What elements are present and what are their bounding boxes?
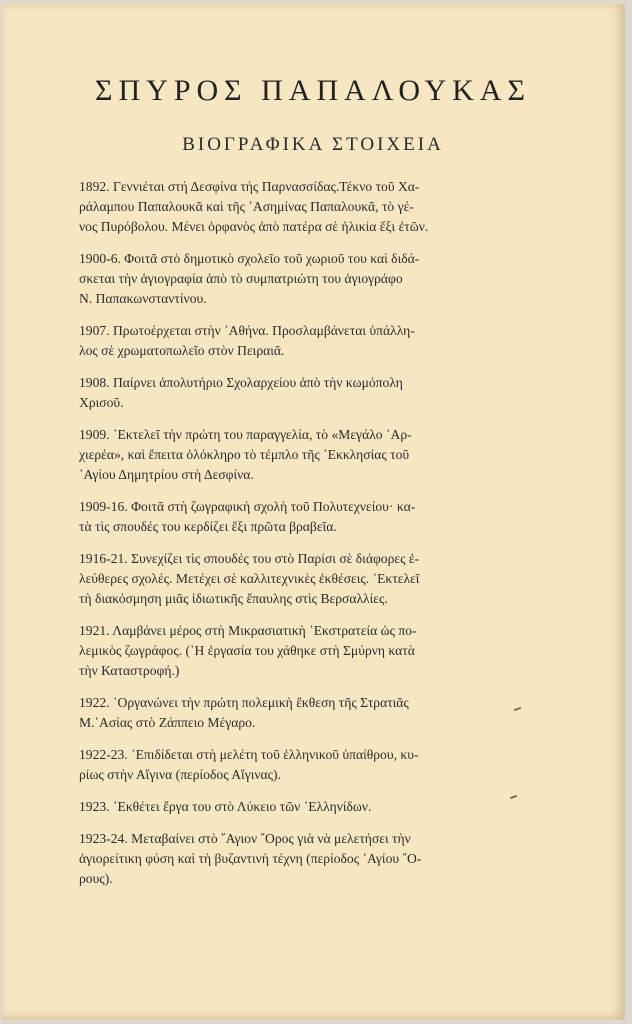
entry-1908 (79, 373, 489, 413)
entry-1922-23 (79, 745, 489, 785)
entry-1909 (79, 425, 489, 485)
entry-1923 (79, 797, 489, 817)
entry-line: 1908. Παίρνει ἀπολυτήριο Σχολαρχείου ἀπὸ τὴν κωμόπολη (79, 375, 403, 390)
entry-line: Χρισοῦ. (79, 395, 124, 410)
entry-line: 1900-6. Φοιτᾶ στὸ δημοτικὸ σχολεῖο τοῦ χωριοῦ του καὶ διδά- (79, 251, 420, 266)
entry-line: 1909. ᾿Εκτελεῖ τὴν πρώτη του παραγγελία, τὸ «Μεγάλο ᾿Αρ- (79, 427, 412, 442)
entry-1892 (79, 177, 489, 237)
entry-line: ρους). (79, 871, 113, 886)
entry-line: σκεται τὴν ἁγιογραφία ἀπὸ τὸ συμπατριώτη του ἁγιογράφο (79, 271, 403, 286)
entry-line: ράλαμπου Παπαλουκᾶ καὶ τῆς ᾿Ασημίνας Παπαλουκᾶ, τὸ γέ- (79, 199, 414, 214)
page-subtitle: ΒΙΟΓΡΑΦΙΚΑ ΣΤΟΙΧΕΙΑ (182, 134, 444, 155)
entry-line: 1923. ᾿Εκθέτει ἔργα του στὸ Λύκειο τῶν ῾Ελληνίδων. (79, 799, 372, 814)
entry-1922 (79, 693, 489, 733)
entry-1907 (79, 321, 489, 361)
entry-line: 1921. Λαμβάνει μέρος στὴ Μικρασιατικὴ ᾿Εκστρατεία ὡς πο- (79, 623, 417, 638)
entry-line: λεμικὸς ζωγράφος. (῾Η ἐργασία του χάθηκε στὴ Σμύρνη κατὰ (79, 643, 415, 658)
entry-line: νος Πυρόβολου. Μένει ὀρφανὸς ἀπὸ πατέρα σὲ ἡλικία ἕξι ἐτῶν. (79, 219, 429, 234)
entry-1916-21 (79, 549, 489, 609)
ink-mark (510, 795, 517, 799)
entry-1909-16 (79, 497, 489, 537)
entry-line: 1923-24. Μεταβαίνει στὸ ῞Αγιον ῎Ορος γιὰ νὰ μελετήσει τὴν (79, 831, 411, 846)
entry-line: 1909-16. Φοιτᾶ στὴ ζωγραφικὴ σχολὴ τοῦ Πολυτεχνείου· κα- (79, 499, 416, 514)
entry-line: Ν. Παπακωνσταντίνου. (79, 291, 207, 306)
entry-line: 1922. ᾿Οργανώνει τὴν πρώτη πολεμικὴ ἔκθεση τῆς Στρατιᾶς (79, 695, 409, 710)
entry-1900-6 (79, 249, 489, 309)
entry-line: λεύθερες σχολές. Μετέχει σὲ καλλιτεχνικὲς ἐκθέσεις. ᾿Εκτελεῖ (79, 571, 420, 586)
entry-line: ρίως στὴν Αἴγινα (περίοδος Αἴγινας). (79, 767, 281, 782)
entry-line: 1916-21. Συνεχίζει τὶς σπουδές του στὸ Παρίσι σὲ διάφορες ἐ- (79, 551, 420, 566)
entry-line: ἁγιορείτικη φύση καὶ τὴ βυζαντινὴ τέχνη (περίοδος ῾Αγίου ῎Ο- (79, 851, 422, 866)
entry-line: τὴ διακόσμηση μιᾶς ἰδιωτικῆς ἔπαυλης στὶς Βερσαλλίες. (79, 591, 388, 606)
entry-line: τὰ τὶς σπουδές του κερδίζει ἕξι πρῶτα βραβεῖα. (79, 519, 337, 534)
entry-1921 (79, 621, 489, 681)
entry-1923-24 (79, 829, 489, 889)
entry-line: 1922-23. ᾿Επιδίδεται στὴ μελέτη τοῦ ἑλληνικοῦ ὑπαίθρου, κυ- (79, 747, 419, 762)
document-page (2, 4, 625, 1020)
entry-line: ῾Αγίου Δημητρίου στὴ Δεσφίνα. (79, 467, 254, 482)
page-title: ΣΠΥΡΟΣ ΠΑΠΑΛΟΥΚΑΣ (95, 74, 531, 107)
ink-mark (514, 707, 521, 711)
entry-line: λος σὲ χρωματοπωλεῖο στὸν Πειραιᾶ. (79, 343, 285, 358)
entry-line: 1907. Πρωτοέρχεται στὴν ᾿Αθήνα. Προσλαμβάνεται ὑπάλλη- (79, 323, 415, 338)
entry-line: τὴν Καταστροφή.) (79, 663, 180, 678)
biography-entries (79, 177, 489, 901)
entry-line: Μ.᾿Ασίας στὸ Ζάππειο Μέγαρο. (79, 715, 256, 730)
entry-line: 1892. Γεννιέται στή Δεσφίνα τής Παρνασσίδας.Τέκνο τοῦ Χα- (79, 179, 420, 194)
entry-line: χιερέα», καὶ ἔπειτα ὁλόκληρο τὸ τέμπλο τῆς ᾿Εκκλησίας τοῦ (79, 447, 410, 462)
